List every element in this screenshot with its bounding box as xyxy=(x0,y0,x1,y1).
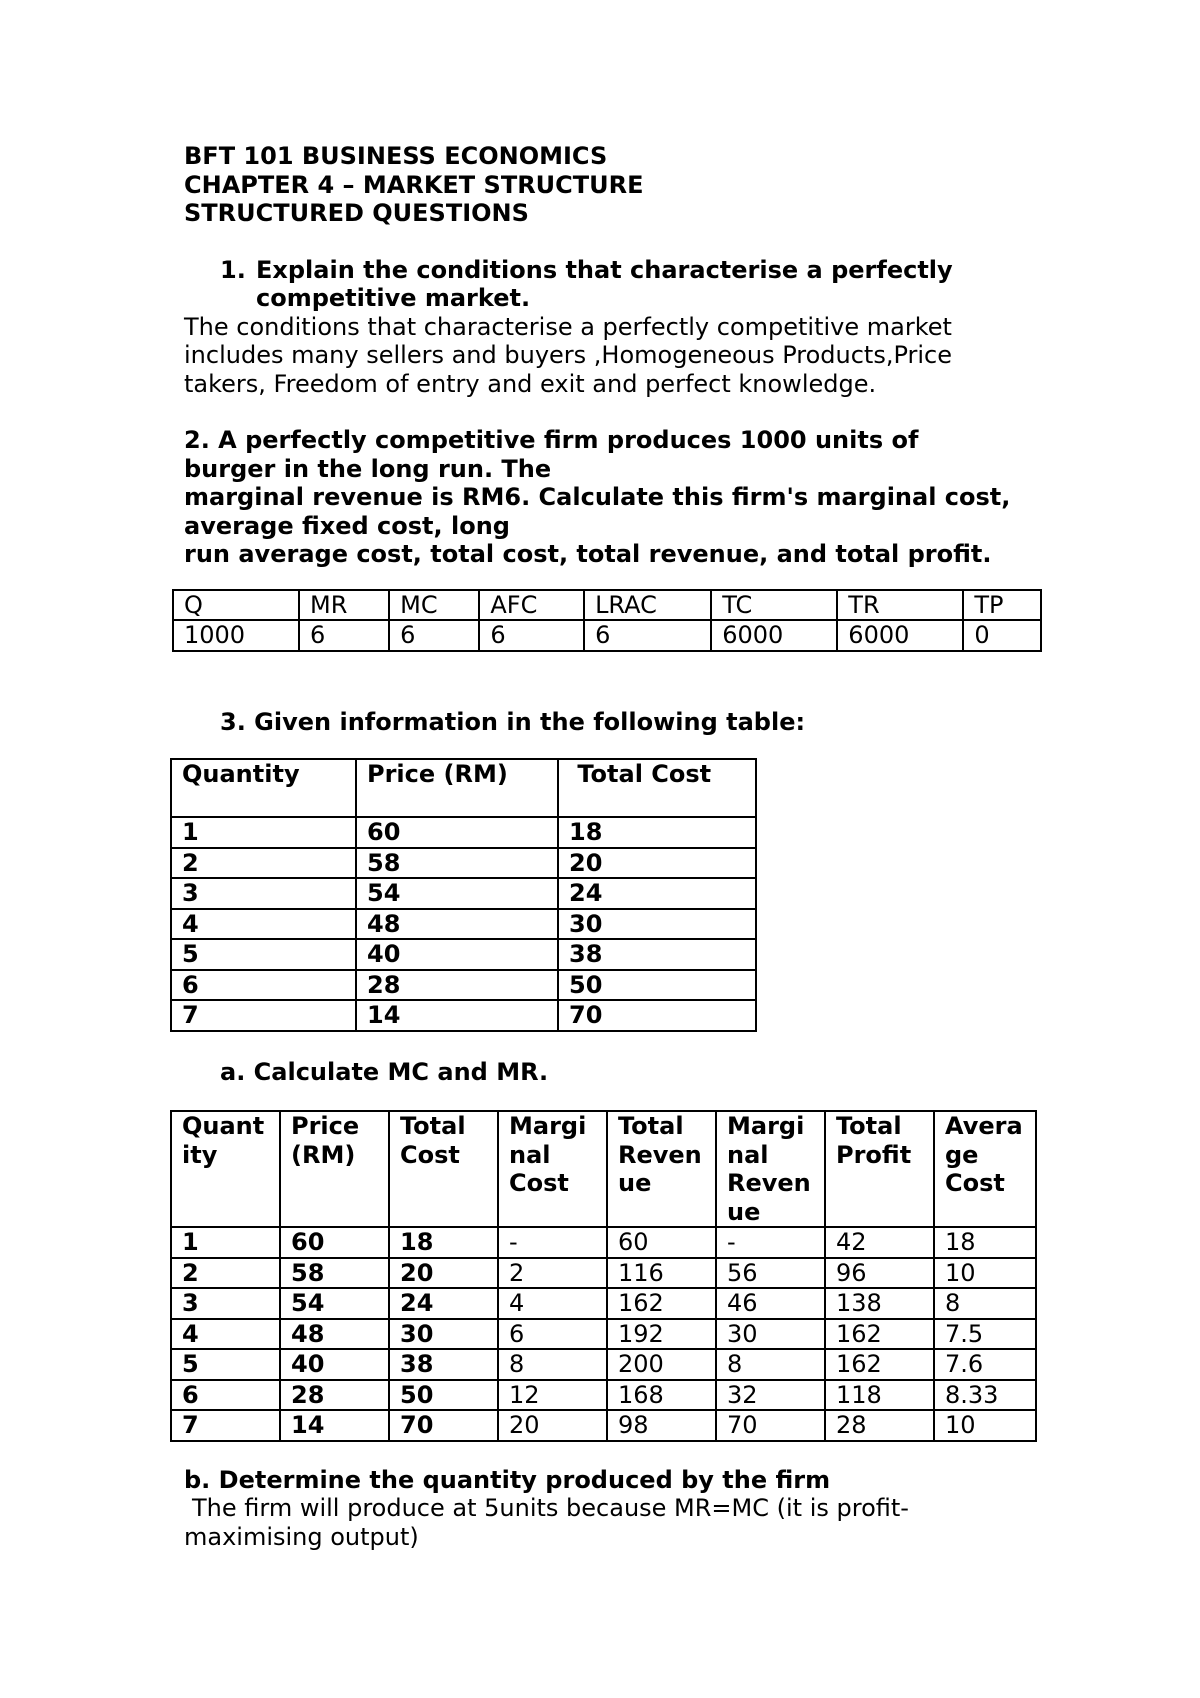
table-cell: 118 xyxy=(825,1380,934,1411)
q3-header-cell: Price (RM) xyxy=(356,759,558,817)
q2-header-cell: AFC xyxy=(479,590,584,621)
table-cell: 8 xyxy=(934,1288,1036,1319)
q3b-answer-line1: The firm will produce at 5units because MR=MC (it is profit- xyxy=(192,1494,909,1522)
q2-header-cell: TR xyxy=(837,590,963,621)
table-cell: 10 xyxy=(934,1410,1036,1441)
table-cell: 70 xyxy=(716,1410,825,1441)
section-title: STRUCTURED QUESTIONS xyxy=(184,199,529,227)
table-row xyxy=(171,1410,1036,1441)
header-line: Total xyxy=(400,1112,466,1140)
q2-header-cell: TC xyxy=(711,590,837,621)
header-line: nal xyxy=(727,1140,769,1169)
q3a-header-price xyxy=(280,1111,389,1227)
table-cell: 50 xyxy=(389,1380,498,1411)
table-cell: 70 xyxy=(558,1000,756,1031)
q3a-header-total-revenue xyxy=(607,1111,716,1227)
table-cell: 58 xyxy=(356,848,558,879)
table-cell: 2 xyxy=(498,1258,607,1289)
table-cell: 162 xyxy=(607,1288,716,1319)
q2-cell: 6 xyxy=(389,620,479,651)
course-title: BFT 101 BUSINESS ECONOMICS xyxy=(184,142,608,170)
q2-header-cell: Q xyxy=(173,590,299,621)
table-cell: 162 xyxy=(825,1319,934,1350)
q2-line1: 2. A perfectly competitive firm produces 1000 units of xyxy=(184,426,919,454)
q2-line3: marginal revenue is RM6. Calculate this firm's marginal cost, xyxy=(184,483,1011,511)
table-cell: 20 xyxy=(498,1410,607,1441)
table-cell: 4 xyxy=(498,1288,607,1319)
table-cell: 7 xyxy=(171,1000,356,1031)
header-line: Cost xyxy=(400,1140,460,1169)
table-cell: 70 xyxy=(389,1410,498,1441)
q3a-header-total-cost xyxy=(389,1111,498,1227)
table-row xyxy=(171,1380,1036,1411)
table-row xyxy=(171,970,756,1001)
table-cell: 5 xyxy=(171,1349,280,1380)
q1-question-line1: Explain the conditions that characterise a perfectly xyxy=(256,255,953,284)
table-cell: 162 xyxy=(825,1349,934,1380)
table-cell: 18 xyxy=(558,817,756,848)
table-cell: 6 xyxy=(171,970,356,1001)
table-cell: 200 xyxy=(607,1349,716,1380)
table-cell: 14 xyxy=(356,1000,558,1031)
table-cell: 7.6 xyxy=(934,1349,1036,1380)
table-cell: 60 xyxy=(356,817,558,848)
table-cell: 138 xyxy=(825,1288,934,1319)
table-cell: 18 xyxy=(389,1227,498,1258)
table-cell: 38 xyxy=(389,1349,498,1380)
table-cell: 14 xyxy=(280,1410,389,1441)
q3-header-cell: Quantity xyxy=(171,759,356,817)
table-cell: 98 xyxy=(607,1410,716,1441)
header-line: Total xyxy=(836,1112,902,1140)
table-cell: 28 xyxy=(280,1380,389,1411)
table-cell: 30 xyxy=(389,1319,498,1350)
q3a-header-marginal-cost xyxy=(498,1111,607,1227)
table-cell: 4 xyxy=(171,909,356,940)
q1-number: 1. xyxy=(220,255,246,284)
table-row xyxy=(171,1319,1036,1350)
q3a-table-header-row xyxy=(171,1111,1036,1227)
q3-given-table xyxy=(170,758,757,1032)
header-line: Margi xyxy=(727,1112,805,1140)
header-line: Profit xyxy=(836,1140,912,1169)
q1-answer-line3: takers, Freedom of entry and exit and perfect knowledge. xyxy=(184,369,877,398)
table-row xyxy=(171,1258,1036,1289)
header-line: Cost xyxy=(945,1169,1005,1197)
header-line: nal xyxy=(509,1140,551,1169)
table-cell: 4 xyxy=(171,1319,280,1350)
table-cell: 192 xyxy=(607,1319,716,1350)
table-cell: 20 xyxy=(558,848,756,879)
table-cell: 3 xyxy=(171,878,356,909)
q1-answer-line2: includes many sellers and buyers ,Homogeneous Products,Price xyxy=(184,341,953,369)
table-cell: 38 xyxy=(558,939,756,970)
q2-cell: 0 xyxy=(963,620,1041,651)
table-cell: 28 xyxy=(356,970,558,1001)
table-row xyxy=(171,817,756,848)
table-cell: 2 xyxy=(171,848,356,879)
table-cell: 40 xyxy=(356,939,558,970)
q3a-header-quantity xyxy=(171,1111,280,1227)
table-cell: 42 xyxy=(825,1227,934,1258)
table-cell: 8.33 xyxy=(934,1380,1036,1411)
table-cell: 30 xyxy=(558,909,756,940)
table-cell: 54 xyxy=(280,1288,389,1319)
q2-answer-table xyxy=(172,589,1042,652)
q1-question-line2: competitive market. xyxy=(256,284,531,312)
table-cell: 168 xyxy=(607,1380,716,1411)
table-cell: 58 xyxy=(280,1258,389,1289)
q3-header-cell: Total Cost xyxy=(558,759,756,817)
header-line: ity xyxy=(182,1140,218,1169)
table-cell: 56 xyxy=(716,1258,825,1289)
table-row xyxy=(171,1000,756,1031)
table-cell: 24 xyxy=(558,878,756,909)
header-line: (RM) xyxy=(291,1140,356,1169)
table-cell: 2 xyxy=(171,1258,280,1289)
q3a-title: a. Calculate MC and MR. xyxy=(220,1057,549,1086)
table-row xyxy=(171,1349,1036,1380)
q1-question xyxy=(220,256,1064,285)
table-cell: 48 xyxy=(280,1319,389,1350)
table-cell: - xyxy=(716,1227,825,1258)
q1-answer-line1: The conditions that characterise a perfectly competitive market xyxy=(184,312,952,341)
q2-table-header-row xyxy=(173,590,1041,621)
table-cell: 60 xyxy=(280,1227,389,1258)
document-page xyxy=(184,142,1064,1551)
header-line: ue xyxy=(618,1169,652,1197)
table-cell: 1 xyxy=(171,817,356,848)
q2-cell: 6 xyxy=(299,620,389,651)
q2-table-row xyxy=(173,620,1041,651)
table-cell: 8 xyxy=(498,1349,607,1380)
q2-cell: 6 xyxy=(479,620,584,651)
q3a-header-average-cost xyxy=(934,1111,1036,1227)
table-cell: 1 xyxy=(171,1227,280,1258)
q2-cell: 1000 xyxy=(173,620,299,651)
table-cell: 40 xyxy=(280,1349,389,1380)
q2-header-cell: MC xyxy=(389,590,479,621)
q2-line5: run average cost, total cost, total revenue, and total profit. xyxy=(184,540,992,568)
table-cell: 28 xyxy=(825,1410,934,1441)
table-cell: 8 xyxy=(716,1349,825,1380)
header-line: Price xyxy=(291,1112,360,1140)
table-cell: 12 xyxy=(498,1380,607,1411)
header-line: Total xyxy=(618,1112,684,1140)
table-row xyxy=(171,909,756,940)
table-cell: 46 xyxy=(716,1288,825,1319)
q3-title: 3. Given information in the following table: xyxy=(220,707,806,736)
header-line: ge xyxy=(945,1140,979,1169)
q3b-title: b. Determine the quantity produced by the firm xyxy=(184,1465,831,1494)
table-cell: 54 xyxy=(356,878,558,909)
table-row xyxy=(171,1288,1036,1319)
q3b-answer-line2: maximising output) xyxy=(184,1522,419,1551)
table-cell: 30 xyxy=(716,1319,825,1350)
table-cell: 6 xyxy=(171,1380,280,1411)
table-row xyxy=(171,939,756,970)
table-cell: 5 xyxy=(171,939,356,970)
header-line: Quant xyxy=(182,1112,265,1140)
chapter-title: CHAPTER 4 – MARKET STRUCTURE xyxy=(184,170,644,199)
q3a-answer-table xyxy=(170,1110,1037,1442)
table-cell: 60 xyxy=(607,1227,716,1258)
table-cell: 48 xyxy=(356,909,558,940)
table-cell: 50 xyxy=(558,970,756,1001)
table-row xyxy=(171,1227,1036,1258)
header-line: Cost xyxy=(509,1169,569,1197)
q2-header-cell: LRAC xyxy=(584,590,711,621)
q3-table-header-row xyxy=(171,759,756,817)
header-line: Reven xyxy=(727,1169,811,1197)
q2-line4: average fixed cost, long xyxy=(184,511,510,540)
header-line: Margi xyxy=(509,1112,587,1140)
q2-header-cell: TP xyxy=(963,590,1041,621)
table-row xyxy=(171,878,756,909)
q3a-header-marginal-revenue xyxy=(716,1111,825,1227)
q2-header-cell: MR xyxy=(299,590,389,621)
table-cell: 7 xyxy=(171,1410,280,1441)
table-cell: 24 xyxy=(389,1288,498,1319)
table-cell: 3 xyxy=(171,1288,280,1319)
table-cell: 18 xyxy=(934,1227,1036,1258)
table-row xyxy=(171,848,756,879)
table-cell: 6 xyxy=(498,1319,607,1350)
q2-line2: burger in the long run. The xyxy=(184,454,552,483)
q2-cell: 6 xyxy=(584,620,711,651)
q3a-header-total-profit xyxy=(825,1111,934,1227)
table-cell: 32 xyxy=(716,1380,825,1411)
table-cell: 10 xyxy=(934,1258,1036,1289)
header-line: Avera xyxy=(945,1112,1023,1140)
q2-cell: 6000 xyxy=(837,620,963,651)
table-cell: 7.5 xyxy=(934,1319,1036,1350)
table-cell: 96 xyxy=(825,1258,934,1289)
table-cell: - xyxy=(498,1227,607,1258)
header-line: Reven xyxy=(618,1140,702,1169)
table-cell: 20 xyxy=(389,1258,498,1289)
table-cell: 116 xyxy=(607,1258,716,1289)
header-line: ue xyxy=(727,1197,761,1226)
q2-cell: 6000 xyxy=(711,620,837,651)
